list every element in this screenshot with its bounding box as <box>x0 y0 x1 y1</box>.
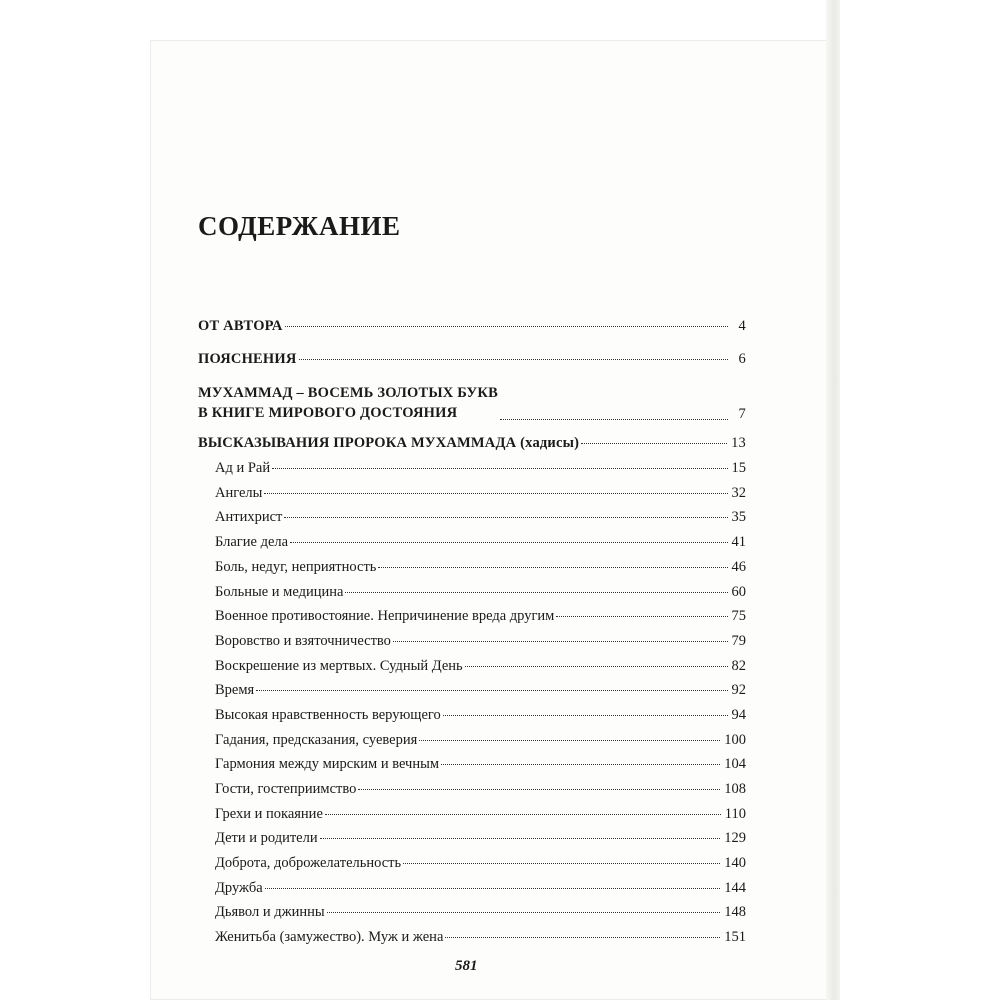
dot-leader <box>556 616 727 617</box>
toc-subentry[interactable] <box>198 781 746 806</box>
toc-entry-page: 13 <box>731 435 746 452</box>
toc-subentry-title: Ад и Рай <box>215 460 271 477</box>
toc-subentry-title: Высокая нравственность верующего <box>215 706 441 723</box>
toc-subentry-page: 46 <box>731 558 746 575</box>
dot-leader <box>285 326 728 327</box>
toc-entry-page: 7 <box>738 406 746 423</box>
toc-entry-page: 6 <box>738 350 746 367</box>
toc-subentry-page: 148 <box>724 904 746 921</box>
toc-subentry-title: Гадания, предсказания, суеверия <box>215 731 418 748</box>
toc-subentry[interactable] <box>198 707 746 732</box>
toc-subentry[interactable] <box>198 509 746 534</box>
toc-subentry[interactable] <box>198 460 746 485</box>
toc-entry-title <box>198 383 498 423</box>
dot-leader <box>290 542 727 543</box>
toc-subentry[interactable] <box>198 682 746 707</box>
toc-subentry[interactable] <box>198 485 746 510</box>
toc-subentry[interactable] <box>198 830 746 855</box>
toc-subentry-page: 110 <box>724 805 746 822</box>
toc-subentry-title: Больные и медицина <box>215 583 344 600</box>
toc-entry-notes[interactable] <box>198 351 746 376</box>
toc-subentry-page: 60 <box>731 583 746 600</box>
book-spine-shadow <box>826 0 840 1000</box>
toc-subentry-page: 15 <box>731 460 746 477</box>
toc-subentry[interactable] <box>198 658 746 683</box>
toc-entry-page: 4 <box>738 318 746 334</box>
toc-subentry-page: 75 <box>731 608 746 625</box>
toc-subentry-title: Гармония между мирским и вечным <box>215 756 440 773</box>
toc-subentry[interactable] <box>198 608 746 633</box>
toc-subentry-page: 92 <box>731 682 746 699</box>
dot-leader <box>284 517 727 518</box>
dot-leader <box>299 359 728 360</box>
toc-entry-title: ВЫСКАЗЫВАНИЯ ПРОРОКА МУХАММАДА (хадисы) <box>198 435 580 452</box>
dot-leader <box>320 838 721 839</box>
toc-subentry-title: Доброта, доброжелательность <box>215 855 402 872</box>
toc-subentry-page: 104 <box>724 756 746 773</box>
dot-leader <box>465 666 728 667</box>
toc-subentry-page: 140 <box>724 855 746 872</box>
toc-subentry-page: 35 <box>731 509 746 526</box>
dot-leader <box>443 715 728 716</box>
toc-subentry-page: 129 <box>724 830 746 847</box>
toc-subentry[interactable] <box>198 534 746 559</box>
dot-leader <box>378 567 727 568</box>
toc-subentry[interactable] <box>198 929 746 954</box>
toc-subentry[interactable] <box>198 559 746 584</box>
toc-subentry-title: Женитьба (замужество). Муж и жена <box>215 929 444 946</box>
dot-leader <box>256 690 727 691</box>
toc-subentry[interactable] <box>198 806 746 831</box>
toc-subentry-title: Дьявол и джинны <box>215 904 325 921</box>
toc-entry-title: ОТ АВТОРА <box>198 318 283 334</box>
page-number: 581 <box>455 958 478 974</box>
toc-entry-title-line1: МУХАММАД – ВОСЕМЬ ЗОЛОТЫХ БУКВ <box>198 385 498 402</box>
toc-subentry-page: 100 <box>724 731 746 748</box>
dot-leader <box>393 641 728 642</box>
toc-subentry-title: Военное противостояние. Непричинение вреда другим <box>215 608 555 625</box>
toc-subentry-page: 82 <box>731 657 746 674</box>
table-of-contents <box>198 318 746 954</box>
toc-subentry[interactable] <box>198 904 746 929</box>
toc-subentry[interactable] <box>198 855 746 880</box>
toc-entry-title-line2: В КНИГЕ МИРОВОГО ДОСТОЯНИЯ <box>198 405 458 422</box>
toc-subentry-title: Ангелы <box>215 484 263 501</box>
dot-leader <box>264 493 727 494</box>
toc-subentry-title: Время <box>215 682 255 699</box>
dot-leader <box>345 592 727 593</box>
toc-subentry-title: Дети и родители <box>215 830 318 847</box>
toc-subentry-title: Дружба <box>215 879 263 896</box>
dot-leader <box>358 789 720 790</box>
toc-subentry-title: Воскрешение из мертвых. Судный День <box>215 657 463 674</box>
toc-subentry-page: 144 <box>724 879 746 896</box>
toc-subentry[interactable] <box>198 584 746 609</box>
toc-subentry-page: 32 <box>731 484 746 501</box>
page-title: СОДЕРЖАНИЕ <box>198 211 401 241</box>
toc-entry-author[interactable] <box>198 318 746 343</box>
toc-subentry-title: Гости, гостеприимство <box>215 781 357 797</box>
dot-leader <box>327 912 721 913</box>
dot-leader <box>500 419 728 420</box>
toc-entry-title: ПОЯСНЕНИЯ <box>198 350 297 367</box>
toc-subentry[interactable] <box>198 633 746 658</box>
dot-leader <box>325 814 721 815</box>
toc-subentry-title: Боль, недуг, неприятность <box>215 558 377 575</box>
dot-leader <box>441 764 720 765</box>
dot-leader <box>445 937 720 938</box>
dot-leader <box>272 468 727 469</box>
dot-leader <box>419 740 720 741</box>
dot-leader <box>403 863 720 864</box>
toc-subentry[interactable] <box>198 880 746 905</box>
toc-subentry-title: Воровство и взяточничество <box>215 632 391 649</box>
toc-subentry[interactable] <box>198 756 746 781</box>
toc-subentry-page: 151 <box>724 929 746 946</box>
dot-leader <box>581 443 727 444</box>
toc-subentry-title: Благие дела <box>215 534 289 551</box>
dot-leader <box>265 888 721 889</box>
toc-entry-hadith[interactable] <box>198 435 746 460</box>
toc-entry-muhammad[interactable] <box>198 383 746 423</box>
toc-subentry-page: 41 <box>731 534 746 551</box>
toc-subentry-page: 108 <box>724 781 746 797</box>
toc-subentry-page: 94 <box>731 706 746 723</box>
toc-subentry-title: Антихрист <box>215 509 283 526</box>
toc-subentry-title: Грехи и покаяние <box>215 805 323 822</box>
toc-subsection-list <box>198 460 746 954</box>
toc-subentry-page: 79 <box>731 632 746 649</box>
toc-subentry[interactable] <box>198 732 746 757</box>
